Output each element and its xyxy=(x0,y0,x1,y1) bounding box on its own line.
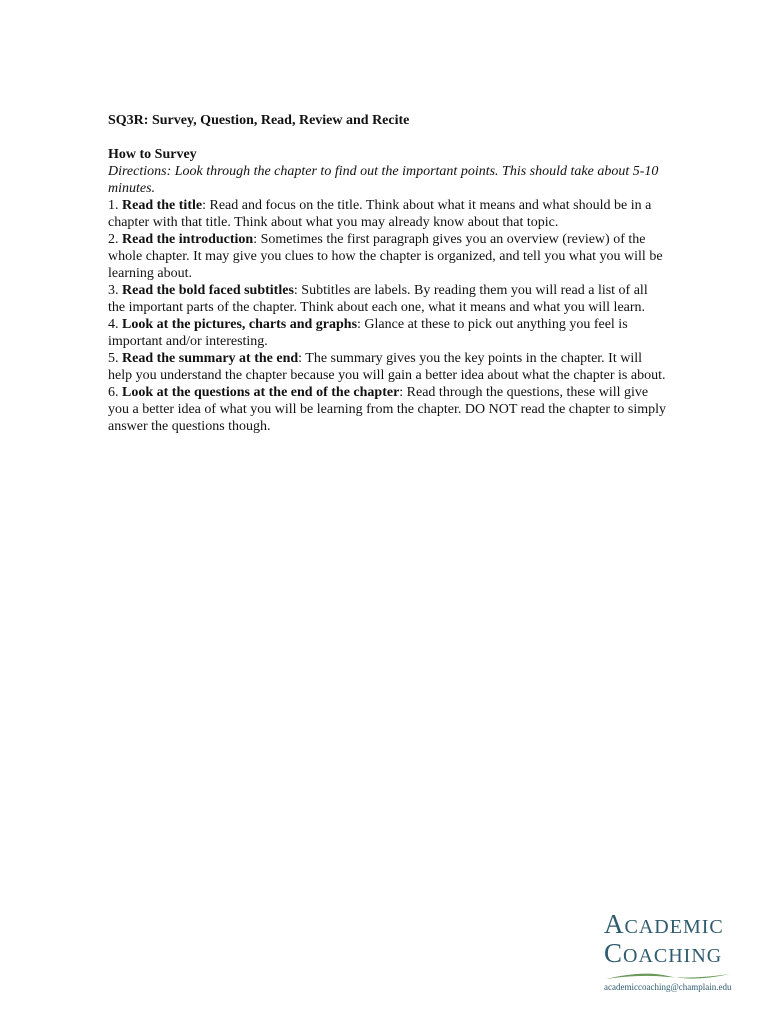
step-number: 3. xyxy=(108,283,122,298)
step-text: : Read through the questions, these will give you a better idea of what you will be learning from the chapter. DO NOT read the chapter to simply answer the questions though. xyxy=(108,385,667,434)
logo-swoosh-icon xyxy=(604,971,732,981)
step-item xyxy=(108,350,668,384)
step-heading: Read the bold faced subtitles xyxy=(122,283,294,298)
directions-text: Directions: Look through the chapter to find out the important points. This should take about 5-10 minutes. xyxy=(108,164,659,196)
step-number: 5. xyxy=(108,351,122,366)
section-heading: How to Survey xyxy=(108,147,197,162)
academic-coaching-logo xyxy=(604,909,736,992)
step-item xyxy=(108,282,668,316)
step-number: 4. xyxy=(108,317,122,332)
step-text: : Subtitles are labels. By reading them you will read a list of all the important parts of the chapter. Think about each one, what it means and what you will learn. xyxy=(108,283,648,315)
logo-email: academiccoaching@champlain.edu xyxy=(604,982,732,992)
step-number: 1. xyxy=(108,198,122,213)
step-heading: Read the summary at the end xyxy=(122,351,299,366)
step-text: : The summary gives you the key points in the chapter. It will help you understand the chapter because you will gain a better idea about what the chapter is about. xyxy=(108,351,666,383)
step-item xyxy=(108,231,668,282)
document-body xyxy=(108,112,668,435)
step-item xyxy=(108,197,668,231)
logo-line-coaching: COACHING xyxy=(604,938,723,968)
step-text: : Glance at these to pick out anything you feel is important and/or interesting. xyxy=(108,317,628,349)
step-number: 6. xyxy=(108,385,122,400)
step-heading: Read the title xyxy=(122,198,203,213)
step-heading: Look at the questions at the end of the chapter xyxy=(122,385,400,400)
step-heading: Read the introduction xyxy=(122,232,254,247)
step-text: : Read and focus on the title. Think about what it means and what should be in a chapter with that title. Think about what you may already know about that topic. xyxy=(108,198,652,230)
step-item xyxy=(108,384,668,435)
step-text: : Sometimes the first paragraph gives you an overview (review) of the whole chapter. It may give you clues to how the chapter is organized, and tell you what you will be learning about. xyxy=(108,232,663,281)
step-heading: Look at the pictures, charts and graphs xyxy=(122,317,358,332)
step-number: 2. xyxy=(108,232,122,247)
step-item xyxy=(108,316,668,350)
logo-line-academic: ACADEMIC xyxy=(604,909,724,939)
document-title: SQ3R: Survey, Question, Read, Review and Recite xyxy=(108,113,410,128)
